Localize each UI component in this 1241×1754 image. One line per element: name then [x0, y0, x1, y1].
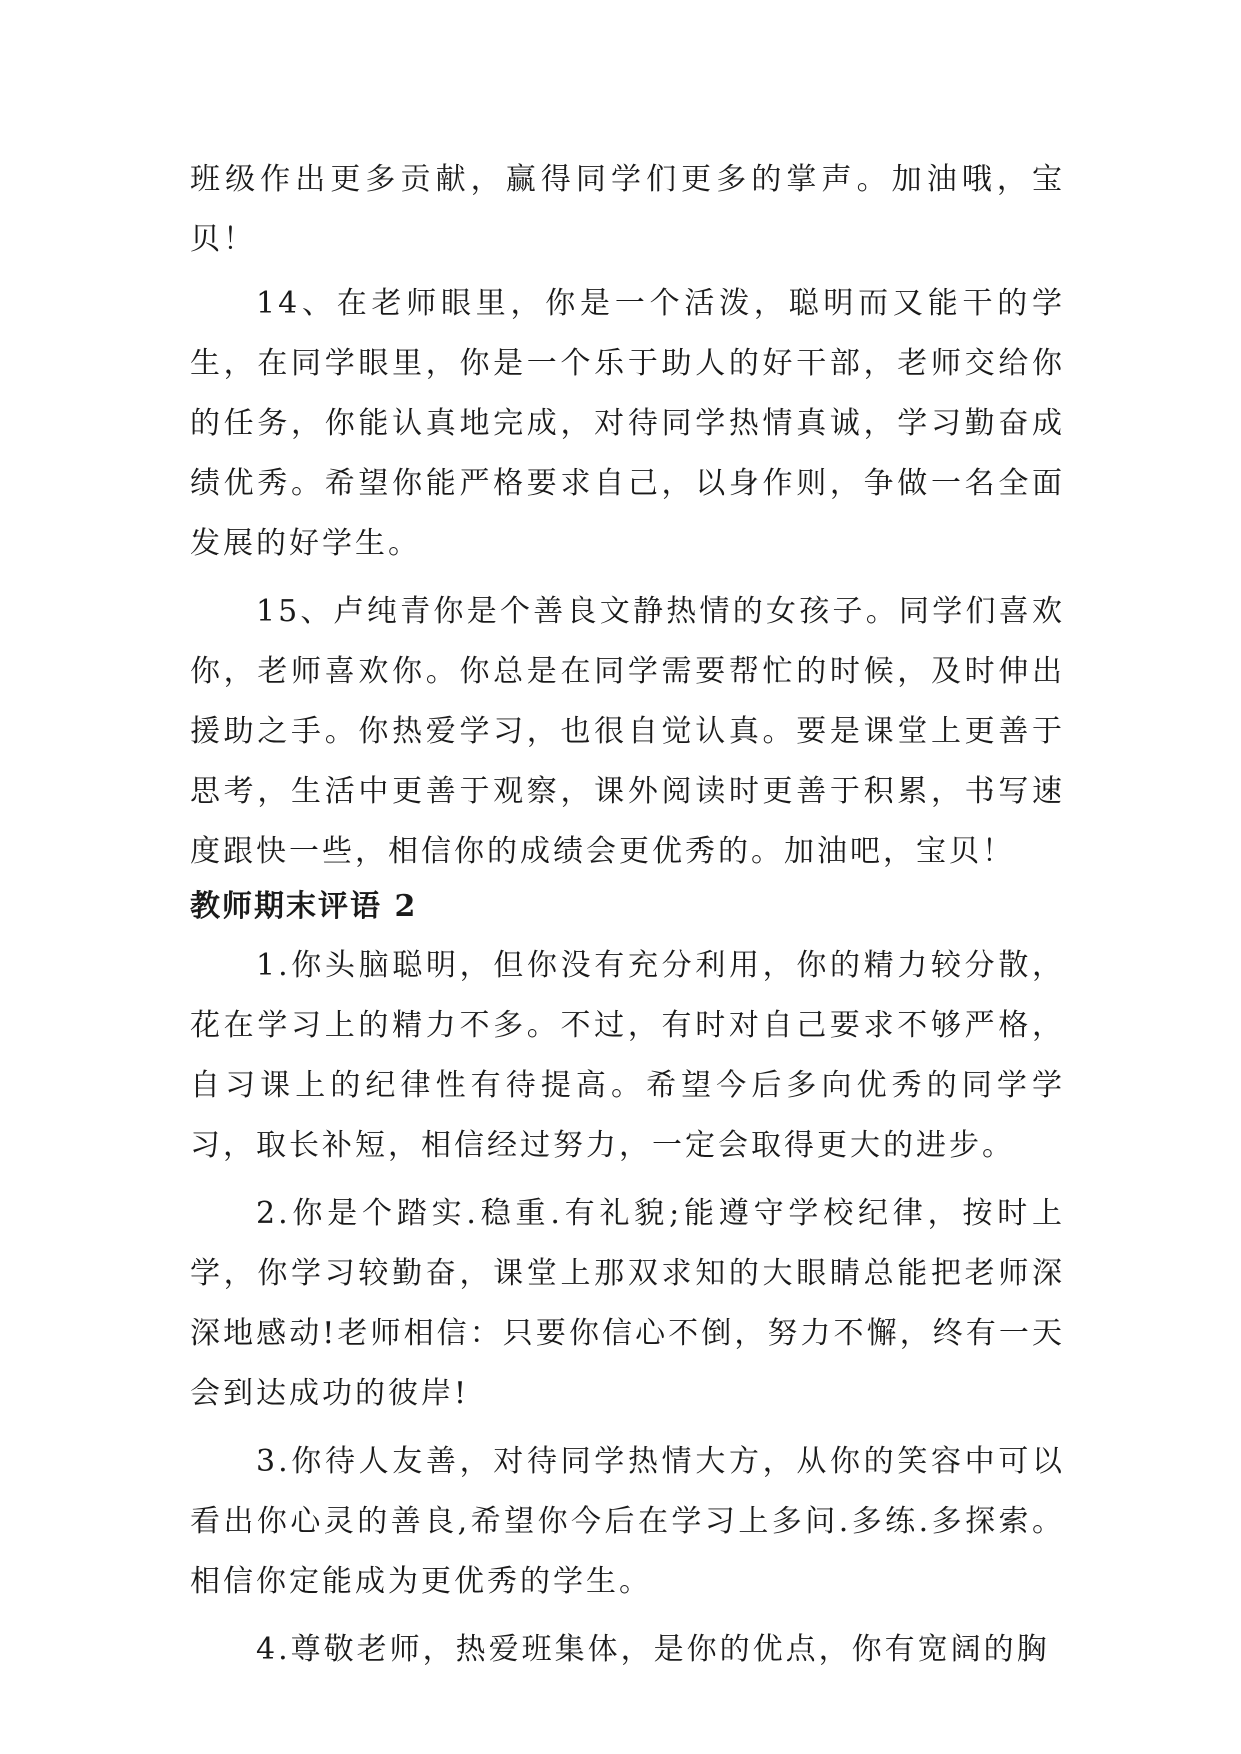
- paragraph-comment-14: 14、在老师眼里，你是一个活泼，聪明而又能干的学生，在同学眼里，你是一个乐于助人的好干部，老师交给你的任务，你能认真地完成，对待同学热情真诚，学习勤奋成绩优秀。希望你能严格要求自己，以身作则，争做一名全面发展的好学生。: [190, 286, 1065, 561]
- paragraph-continuation: 班级作出更多贡献，赢得同学们更多的掌声。加油哦，宝贝！: [190, 162, 1065, 257]
- paragraph-section-item-2: 2.你是个踏实.稳重.有礼貌;能遵守学校纪律，按时上学，你学习较勤奋，课堂上那双求知的大眼睛总能把老师深深地感动!老师相信：只要你信心不倒，努力不懈，终有一天会到达成功的彼岸!: [190, 1196, 1065, 1411]
- section-heading: 教师期末评语 2: [190, 889, 418, 924]
- paragraph-section-item-3: 3.你待人友善，对待同学热情大方，从你的笑容中可以看出你心灵的善良,希望你今后在学习上多问.多练.多探索。相信你定能成为更优秀的学生。: [190, 1444, 1065, 1599]
- paragraph-section-item-1: 1.你头脑聪明，但你没有充分利用，你的精力较分散，花在学习上的精力不多。不过，有时对自己要求不够严格，自习课上的纪律性有待提高。希望今后多向优秀的同学学习，取长补短，相信经过努力，一定会取得更大的进步。: [190, 948, 1065, 1163]
- paragraph-comment-15: 15、卢纯青你是个善良文静热情的女孩子。同学们喜欢你，老师喜欢你。你总是在同学需要帮忙的时候，及时伸出援助之手。你热爱学习，也很自觉认真。要是课堂上更善于思考，生活中更善于观察，课外阅读时更善于积累，书写速度跟快一些，相信你的成绩会更优秀的。加油吧，宝贝！: [190, 594, 1065, 869]
- paragraph-section-item-4: 4.尊敬老师，热爱班集体，是你的优点，你有宽阔的胸: [256, 1632, 1050, 1667]
- document-body: [190, 150, 1065, 1680]
